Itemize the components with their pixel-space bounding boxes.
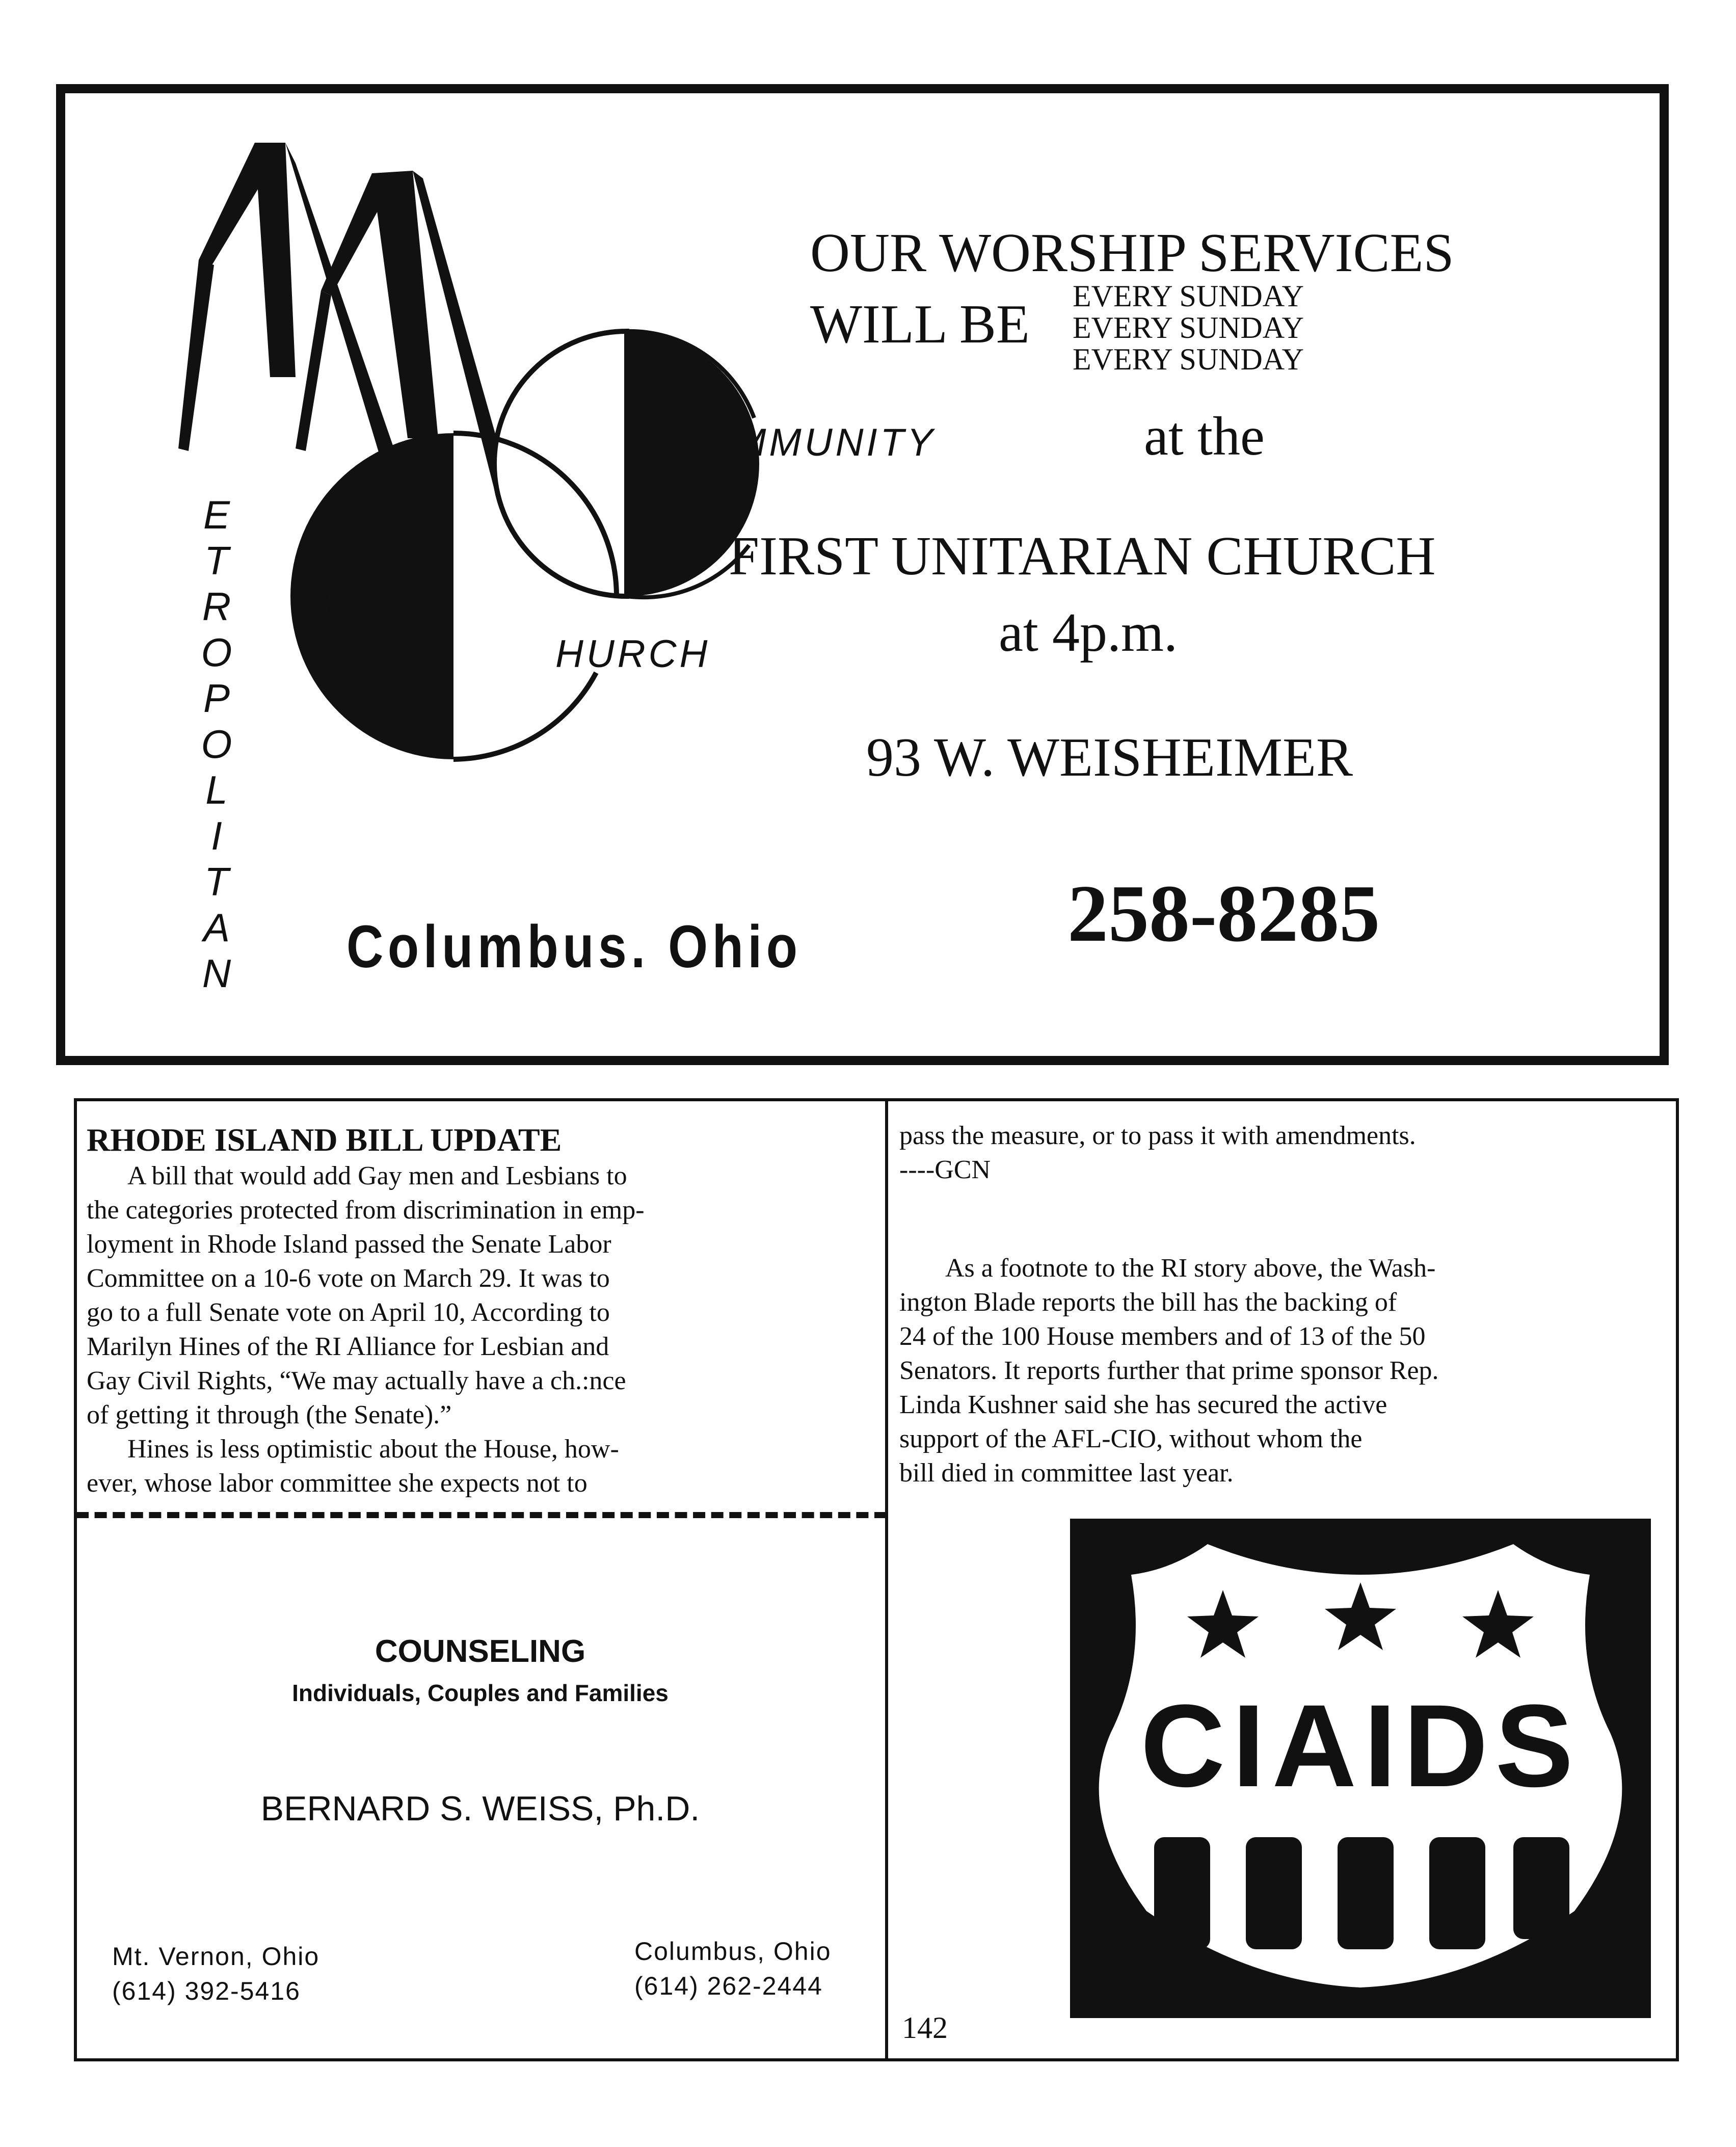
ad-every-sunday: EVERY SUNDAY [1073,311,1304,344]
article-line: the categories protected from discrimination in emp- [87,1196,645,1225]
ciaids-bar [1246,1837,1302,1949]
article-line: Gay Civil Rights, “We may actually have a ch.:nce [87,1366,626,1395]
ad-at-the: at the [1144,406,1265,467]
ciaids-bar [1429,1837,1485,1949]
article-line: support of the AFL-CIO, without whom the [899,1424,1363,1453]
article-left-column [87,1121,882,1500]
logo-etropolitan [199,492,234,996]
logo-upper-circle-left [494,331,627,596]
logo-m-stroke-2 [199,143,268,270]
article-line: Hines is less optimistic about the House, how- [127,1435,619,1464]
office-phone: (614) 262-2444 [634,1972,823,2000]
logo-m-stroke-3 [178,260,214,451]
article-line: Committee on a 10-6 vote on March 29. It was to [87,1264,610,1293]
counseling-name: BERNARD S. WEISS, Ph.D. [260,1789,700,1828]
ciaids-bar [1154,1837,1210,1949]
logo-lower-circle-left [290,433,453,759]
dashed-separator [76,1512,887,1518]
ad-address: 93 W. WEISHEIMER [866,727,1353,788]
article-source: ----GCN [899,1155,991,1184]
article-line: ington Blade reports the bill has the backing of [899,1288,1397,1317]
logo-letter: O [201,630,232,675]
ad-headline-2: WILL BE [810,294,1030,355]
logo-letter: A [203,905,230,950]
ciaids-text: CIAIDS [1140,1680,1581,1811]
article-line: Marilyn Hines of the RI Alliance for Lesbian and [87,1332,609,1361]
logo-m-stroke-6 [321,173,387,296]
article-footnote [899,1251,1664,1490]
article-line: 24 of the 100 House members and of 13 of the 50 [899,1322,1426,1351]
logo-letter: T [204,859,229,904]
ad-location: Columbus. Ohio [346,913,802,980]
office-city: Columbus, Ohio [634,1937,832,1966]
ad-every-sunday-group [1073,280,1304,375]
column-divider [885,1098,888,2061]
article-line: Linda Kushner said she has secured the active [899,1390,1387,1419]
counseling-subtitle: Individuals, Couples and Families [292,1680,669,1706]
logo-ommunity: OMMUNITY [701,421,936,464]
ad-every-sunday: EVERY SUNDAY [1073,342,1304,376]
article-right-column [899,1119,1664,1187]
ciaids-logo [1055,1508,1666,2023]
counseling-office-left [112,1939,319,2008]
article-line: Senators. It reports further that prime sponsor Rep. [899,1356,1439,1385]
article-line: A bill that would add Gay men and Lesbians to [127,1161,627,1190]
counseling-title: COUNSELING [375,1634,586,1669]
article-line: ever, whose labor committee she expects not to [87,1469,587,1498]
logo-hurch: HURCH [555,632,711,676]
article-line: of getting it through (the Senate).” [87,1400,452,1429]
ad-church-name: FIRST UNITARIAN CHURCH [729,526,1436,587]
logo-letter: E [203,492,230,537]
office-phone: (614) 392-5416 [112,1977,301,2005]
ciaids-bar [1338,1837,1394,1949]
logo-m-stroke-7 [296,290,331,451]
logo-letter: N [202,951,231,996]
counseling-office-right [634,1934,832,2003]
ad-headline-1: OUR WORSHIP SERVICES [810,223,1454,283]
logo-letter: P [203,676,230,721]
office-city: Mt. Vernon, Ohio [112,1942,320,1971]
article-title: RHODE ISLAND BILL UPDATE [87,1122,562,1158]
ad-phone: 258-8285 [1067,868,1380,959]
logo-letter: L [205,767,228,812]
logo-letter: T [204,538,229,583]
article-line: go to a full Senate vote on April 10, According to [87,1298,610,1327]
article-line: bill died in committee last year. [899,1459,1234,1488]
ad-time: at 4p.m. [999,602,1178,663]
logo-letter: R [202,584,231,629]
article-line: As a footnote to the RI story above, the Wash- [945,1254,1436,1283]
ad-every-sunday: EVERY SUNDAY [1073,279,1304,313]
logo-lower-arc-2 [453,673,596,759]
mcc-logo [168,132,810,887]
logo-letter: I [211,813,222,858]
article-line: pass the measure, or to pass it with amendments. [899,1121,1416,1150]
article-line: loyment in Rhode Island passed the Senate Labor [87,1230,611,1259]
page-number: 142 [902,2011,948,2045]
ciaids-bar [1513,1837,1569,1939]
logo-letter: O [201,722,232,766]
